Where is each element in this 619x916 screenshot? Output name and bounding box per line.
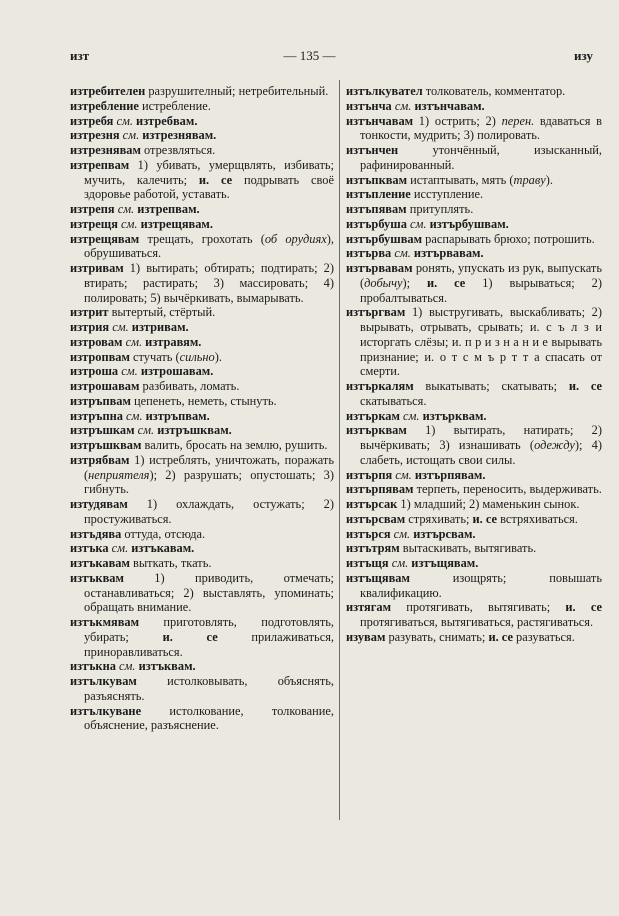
dictionary-entry <box>70 379 334 394</box>
entry-italic-note: см. <box>108 541 129 556</box>
entry-definition: терпеть, переносить, выдерживать. <box>413 482 602 497</box>
dictionary-entry <box>70 128 334 143</box>
dictionary-entry <box>70 453 334 497</box>
entry-headword: изтъщявам <box>346 570 410 585</box>
entry-definition: ), обрушиваться. <box>84 231 334 261</box>
entry-definition: распарывать брюхо; потрошить. <box>422 231 595 246</box>
dictionary-entry <box>346 468 602 483</box>
entry-italic-note: см. <box>134 423 155 438</box>
entry-definition: 1) вытирать, натирать; 2) вычёркивать; 3) изнашивать ( <box>360 423 602 452</box>
entry-definition: изощрять; повышать квалификацию. <box>360 570 602 600</box>
dictionary-entry <box>70 659 334 674</box>
dictionary-entry <box>70 394 334 409</box>
entry-definition: истаптывать, мять ( <box>407 172 514 187</box>
dictionary-entry <box>70 143 334 158</box>
right-column <box>346 84 602 645</box>
entry-headword: и. се <box>472 511 498 526</box>
dictionary-entry <box>70 99 334 114</box>
entry-headword: изтривам. <box>128 320 189 334</box>
entry-definition: утончённый, изысканный, рафинированный. <box>360 143 602 172</box>
entry-italic-note: см. <box>388 556 409 570</box>
entry-italic-note: см. <box>399 408 420 423</box>
entry-headword: изтъпление <box>346 187 411 202</box>
entry-headword: изтудявам <box>70 497 128 511</box>
dictionary-entry <box>346 556 602 571</box>
dictionary-entry <box>346 512 602 527</box>
entry-headword: изтърбушвам <box>346 231 423 246</box>
entry-definition: ). <box>214 349 222 364</box>
entry-headword: изтрошавам. <box>137 364 214 379</box>
entry-headword: изтъщявам. <box>408 556 479 570</box>
dictionary-entry <box>70 335 334 350</box>
entry-definition: 1) младший; 2) маменькин сынок. <box>397 497 580 511</box>
entry-italic-note: см. <box>115 659 136 674</box>
dictionary-entry <box>70 704 334 734</box>
entry-definition: приготовлять, подготовлять, убирать; <box>84 615 334 644</box>
entry-definition: подрывать своё здоровье работой, уставать. <box>84 172 334 202</box>
entry-italic-note: см. <box>390 526 411 541</box>
entry-definition: вытертый, стёртый. <box>108 305 216 320</box>
dictionary-entry <box>70 409 334 424</box>
dictionary-entry <box>346 482 602 497</box>
dictionary-entry <box>70 497 334 527</box>
entry-definition: исступление. <box>410 187 484 202</box>
entry-definition: ); 2) разрушать; опустошать; 3) гибнуть. <box>84 467 334 497</box>
entry-headword: изтръшкам <box>70 423 135 438</box>
entry-headword: изтъркалям <box>346 379 414 393</box>
entry-headword: изтребя <box>70 113 114 128</box>
entry-italic-note: см. <box>109 320 129 334</box>
entry-headword: и. се <box>565 600 602 615</box>
dictionary-entry <box>346 232 602 247</box>
entry-headword: изтъкавам <box>70 556 130 570</box>
entry-definition: 1) вытирать; обтирать; подтирать; 2) втирать; растирать; 3) массировать; 4) полировать; 5) вычёркивать, вымарывать. <box>84 261 334 305</box>
entry-headword: изтрябвам <box>70 452 130 467</box>
entry-headword: изтрещявам <box>70 231 140 246</box>
entry-definition: 1) убивать, умерщвлять, избивать; мучить, калечить; <box>84 157 334 187</box>
dictionary-entry <box>346 541 602 556</box>
entry-headword: изтръпвам <box>70 393 131 408</box>
entry-definition: ); 4) слабеть, истощать свои силы. <box>360 438 602 467</box>
entry-headword: изтрепвам <box>70 157 130 172</box>
entry-headword: изтребвам. <box>132 113 198 128</box>
entry-italic-note: траву <box>513 172 546 187</box>
dictionary-entry <box>346 143 602 173</box>
entry-italic-note: см. <box>119 128 140 143</box>
entry-definition: разбивать, ломать. <box>139 379 240 393</box>
entry-definition: 1) выстругивать, выскабливать; 2) вырывать, отрывать, срывать; и. с ъ л з и исторгать слёзы; и. п р и з н а н и е вырывать признание; и. о т с м ъ р т т а спасать от смерти. <box>360 305 602 379</box>
entry-definition: ронять, упускать из рук, выпускать ( <box>360 261 602 290</box>
entry-headword: изтърбушвам. <box>426 216 509 231</box>
dictionary-entry <box>346 261 602 305</box>
dictionary-entry <box>346 246 602 261</box>
entry-headword: и. се <box>488 629 513 644</box>
dictionary-entry <box>346 217 602 232</box>
entry-definition: толкователь, комментатор. <box>422 84 566 98</box>
entry-headword: изтъркам <box>346 408 400 423</box>
entry-definition: разувать, снимать; <box>385 629 489 644</box>
dictionary-entry <box>346 423 602 467</box>
entry-headword: изтърсвам. <box>410 526 476 541</box>
dictionary-entry <box>346 84 602 99</box>
entry-definition: ); <box>402 275 427 290</box>
entry-headword: изтъкмявам <box>70 615 140 629</box>
entry-headword: изтърсак <box>346 497 398 511</box>
dictionary-entry <box>70 158 334 202</box>
entry-definition: трещать, грохотать ( <box>139 231 265 246</box>
entry-headword: изтъквам. <box>135 659 196 674</box>
entry-headword: изтъкавам. <box>128 541 195 556</box>
column-divider <box>339 80 340 820</box>
entry-definition: стряхивать; <box>405 511 473 526</box>
entry-headword: изтървавам <box>346 261 413 275</box>
entry-headword: изтътрям <box>346 541 400 556</box>
entry-headword: изтропвам <box>70 349 130 364</box>
entry-definition: 1) охлаждать, остужать; 2) простуживаться. <box>84 497 334 526</box>
entry-italic-note: одежду <box>534 438 575 452</box>
entry-definition: выткать, ткать. <box>129 556 212 570</box>
entry-headword: изтрезнявам. <box>139 128 217 143</box>
entry-headword: изтръпвам. <box>142 408 210 423</box>
entry-headword: изтърбуша <box>346 216 407 231</box>
entry-headword: изтърпявам <box>346 482 414 497</box>
entry-definition: истолковывать, объяснять, разъяснять. <box>84 674 334 703</box>
entry-headword: изтълкувател <box>346 84 423 98</box>
entry-headword: изтърпявам. <box>411 467 486 482</box>
left-column <box>70 84 334 733</box>
entry-definition: цепенеть, неметь, стынуть. <box>130 393 277 408</box>
entry-headword: изтрещявам. <box>137 216 213 231</box>
entry-definition: 1) острить; 2) <box>413 113 502 128</box>
entry-italic-note: см. <box>114 202 135 216</box>
entry-headword: изтъкна <box>70 659 116 674</box>
dictionary-entry <box>70 615 334 659</box>
entry-definition: вытаскивать, вытягивать. <box>399 541 537 556</box>
entry-headword: изтягам <box>346 600 392 615</box>
entry-definition: вдаваться в тонкости, мудрить; 3) полировать. <box>360 113 602 143</box>
entry-headword: изтъщя <box>346 556 389 570</box>
entry-headword: изтровам <box>70 334 123 349</box>
entry-headword: изтъдява <box>70 526 122 541</box>
entry-headword: изтрепя <box>70 202 115 216</box>
entry-definition: ). <box>545 172 553 187</box>
entry-headword: изтребителен <box>70 84 146 98</box>
dictionary-entry <box>346 114 602 144</box>
dictionary-entry <box>70 438 334 453</box>
entry-definition: протягиваться, вытягиваться, растягиваться. <box>360 615 594 629</box>
entry-definition: скатываться. <box>360 393 427 408</box>
entry-italic-note: см. <box>122 408 143 423</box>
entry-headword: изтърва <box>346 246 392 261</box>
dictionary-entry <box>70 350 334 365</box>
entry-headword: изтръпна <box>70 408 123 423</box>
entry-headword: изтрезня <box>70 128 120 143</box>
dictionary-entry <box>70 261 334 305</box>
entry-headword: и. се <box>426 275 466 290</box>
entry-definition: истребление. <box>138 98 211 113</box>
dictionary-entry <box>70 674 334 704</box>
entry-definition: стучать ( <box>129 349 180 364</box>
entry-definition: выкатывать; скатывать; <box>413 379 569 393</box>
dictionary-entry <box>70 232 334 262</box>
dictionary-entry <box>70 556 334 571</box>
entry-italic-note: см. <box>113 113 133 128</box>
entry-italic-note: см. <box>392 467 412 482</box>
entry-headword: изувам <box>346 629 386 644</box>
dictionary-entry <box>70 217 334 232</box>
entry-italic-note: об орудиях <box>264 231 327 246</box>
entry-headword: изтрит <box>70 305 109 320</box>
entry-headword: изтрепвам. <box>134 202 200 216</box>
entry-italic-note: см. <box>391 98 412 113</box>
header-right-guide-word: изу <box>574 48 593 63</box>
entry-headword: изтървавам. <box>410 246 484 261</box>
header-left-guide-word: изт <box>70 48 90 63</box>
dictionary-entry <box>346 187 602 202</box>
entry-headword: изтърсвам <box>346 511 406 526</box>
entry-italic-note: см. <box>406 216 427 231</box>
entry-headword: изтроша <box>70 364 119 379</box>
entry-headword: изтрошавам <box>70 379 140 393</box>
dictionary-entry <box>346 630 602 645</box>
entry-italic-note: сильно <box>179 349 215 364</box>
entry-definition: отрезвляться. <box>140 143 216 157</box>
entry-definition: прилаживаться, приноравливаться. <box>84 629 334 659</box>
entry-definition: 1) вырываться; 2) пробалтываться. <box>360 275 602 305</box>
entry-definition: 1) приводить, отмечать; останавливаться; 2) выставлять, упоминать; обращать внимание. <box>84 570 334 615</box>
entry-headword: изтривам <box>70 261 124 275</box>
dictionary-entry <box>70 305 334 320</box>
dictionary-entry <box>346 379 602 409</box>
dictionary-entry <box>346 571 602 601</box>
entry-headword: изтъргвам <box>346 305 406 320</box>
entry-headword: изтъка <box>70 541 109 556</box>
entry-headword: изтърся <box>346 526 391 541</box>
dictionary-entry <box>70 571 334 615</box>
entry-definition: оттуда, отсюда. <box>121 526 206 541</box>
entry-headword: изтръшквам. <box>154 423 232 438</box>
entry-headword: изтърквам <box>346 423 407 438</box>
entry-definition: валить, бросать на землю, рушить. <box>141 438 328 452</box>
entry-headword: изтърквам. <box>419 408 487 423</box>
entry-headword: и. се <box>568 379 602 393</box>
entry-definition: встряхиваться. <box>497 511 578 526</box>
dictionary-entry <box>70 527 334 542</box>
entry-definition: истолкование, толкование, объяснение, разъяснение. <box>84 703 334 733</box>
entry-headword: изтълкуване <box>70 703 142 718</box>
dictionary-entry <box>70 202 334 217</box>
entry-headword: изтълкувам <box>70 674 137 688</box>
dictionary-entry <box>346 527 602 542</box>
dictionary-entry <box>346 173 602 188</box>
entry-definition: притуплять. <box>406 202 474 216</box>
dictionary-entry <box>70 114 334 129</box>
entry-headword: изтънчавам. <box>411 98 485 113</box>
entry-headword: изтръшквам <box>70 438 142 452</box>
dictionary-entry <box>70 541 334 556</box>
dictionary-entry <box>70 84 334 99</box>
entry-headword: изтрезнявам <box>70 143 141 157</box>
entry-headword: изтърпя <box>346 467 393 482</box>
dictionary-entry <box>346 497 602 512</box>
page-number: — 135 — <box>283 48 336 63</box>
entry-italic-note: см. <box>117 216 138 231</box>
dictionary-entry <box>346 600 602 630</box>
entry-headword: и. се <box>162 629 218 644</box>
entry-definition: разрушителный; нетребительный. <box>145 84 329 98</box>
entry-italic-note: добычу <box>364 275 403 290</box>
entry-headword: изтънчен <box>346 143 399 157</box>
running-header <box>0 48 619 72</box>
entry-definition: разуваться. <box>512 629 575 644</box>
entry-headword: изтрещя <box>70 216 118 231</box>
entry-headword: и. се <box>198 172 233 187</box>
dictionary-entry <box>346 305 602 379</box>
entry-italic-note: см. <box>118 364 138 379</box>
entry-headword: изтъквам <box>70 570 124 585</box>
entry-headword: изтъпквам <box>346 172 408 187</box>
entry-italic-note: см. <box>391 246 411 261</box>
entry-italic-note: неприятеля <box>88 467 150 482</box>
entry-definition: 1) истреблять, уничтожать, поражать ( <box>84 452 334 482</box>
entry-italic-note: перен. <box>501 113 535 128</box>
entry-headword: изтребление <box>70 98 139 113</box>
dictionary-entry <box>346 202 602 217</box>
dictionary-entry <box>70 364 334 379</box>
dictionary-entry <box>70 423 334 438</box>
dictionary-entry <box>346 99 602 114</box>
entry-headword: изтрия <box>70 320 110 334</box>
entry-headword: изтравям. <box>142 334 202 349</box>
entry-headword: изтънча <box>346 98 392 113</box>
entry-headword: изтъпявам <box>346 202 407 216</box>
entry-definition: протягивать, вытягивать; <box>391 600 566 615</box>
dictionary-entry <box>70 320 334 335</box>
entry-headword: изтънчавам <box>346 113 414 128</box>
entry-italic-note: см. <box>122 334 143 349</box>
dictionary-entry <box>346 409 602 424</box>
